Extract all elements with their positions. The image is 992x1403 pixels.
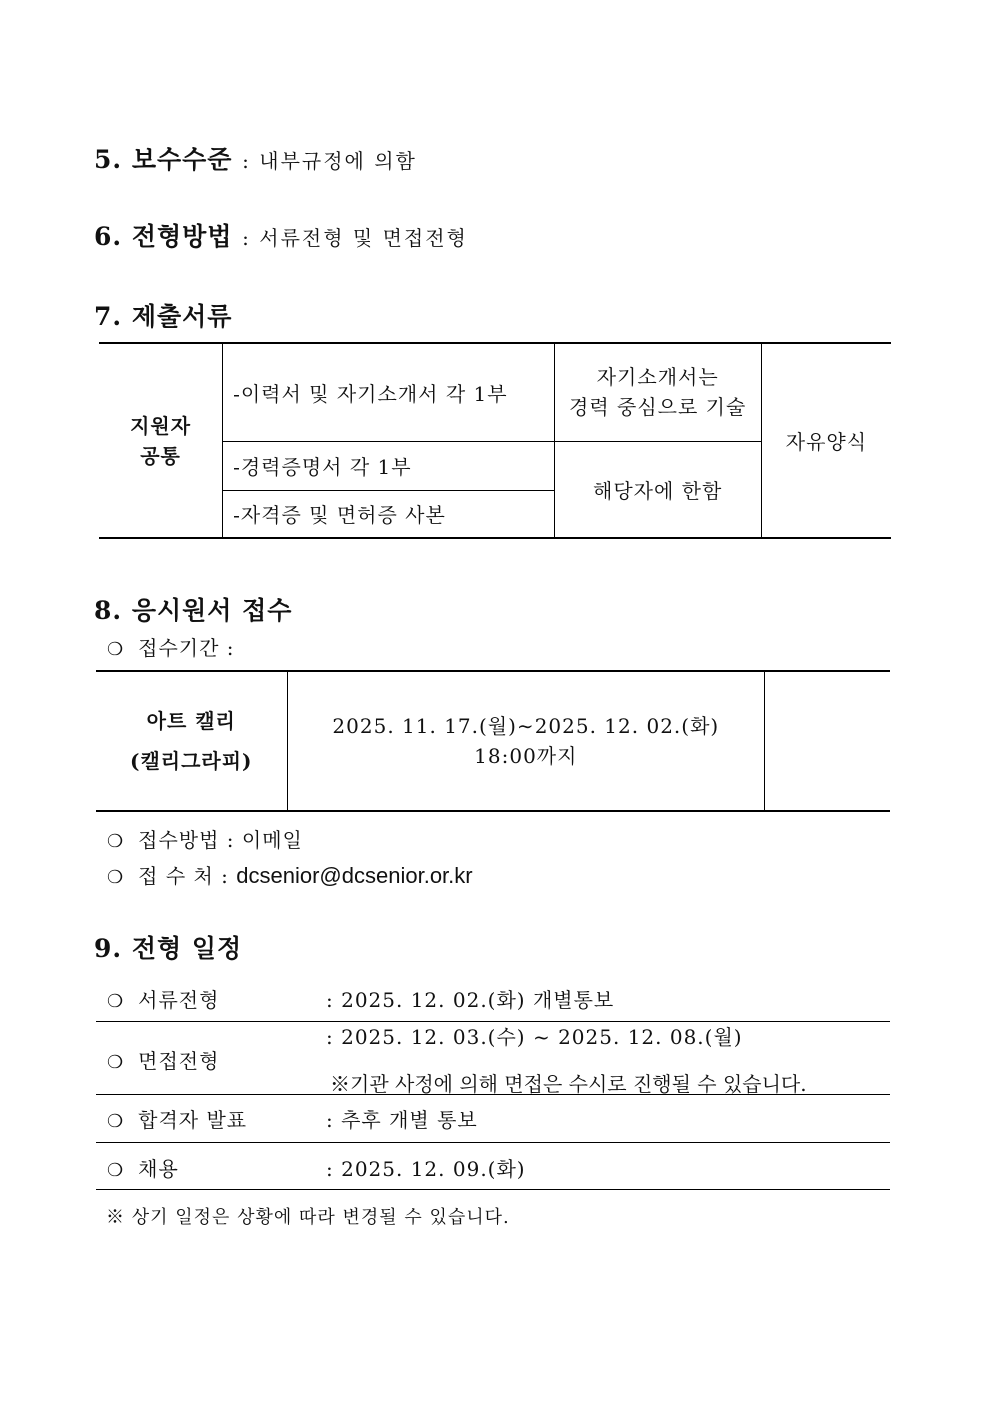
schedule-footnote: ※ 상기 일정은 상황에 따라 변경될 수 있습니다.	[106, 1207, 510, 1228]
schedule-row-announcement	[107, 1104, 247, 1133]
schedule-label: 면접전형	[138, 1049, 220, 1073]
bullet-circle-icon: ❍	[107, 639, 125, 660]
schedule-divider	[96, 1142, 890, 1143]
reception-email-link[interactable]: dcsenior@dcsenior.or.kr	[236, 863, 473, 888]
schedule-row-interview	[107, 1045, 219, 1074]
reception-method-line	[107, 824, 303, 853]
bullet-circle-icon: ❍	[107, 867, 125, 888]
section-6-heading	[94, 217, 468, 253]
section-5-number: 5.	[94, 145, 123, 174]
section-6-content: : 서류전형 및 면접전형	[242, 226, 468, 250]
section-9-heading	[94, 929, 242, 965]
reception-table	[96, 670, 890, 812]
doc-career-cert-cell: -경력증명서 각 1부	[223, 441, 554, 490]
section-8-heading	[94, 591, 292, 627]
reception-place-line	[107, 860, 473, 889]
section-5-title: 보수수준	[131, 145, 233, 174]
section-8-number: 8.	[94, 596, 123, 625]
schedule-divider	[96, 1189, 890, 1190]
section-5-content: : 내부규정에 의함	[242, 149, 417, 173]
applicant-common-cell: 지원자 공통	[99, 343, 223, 538]
reception-period-cell: 2025. 11. 17.(월)∼2025. 12. 02.(화) 18:00까지	[287, 671, 765, 811]
schedule-value: : 추후 개별 통보	[326, 1108, 478, 1132]
schedule-row-hiring	[107, 1153, 179, 1182]
format-cell: 자유양식	[761, 343, 891, 538]
bullet-circle-icon: ❍	[107, 1160, 125, 1181]
schedule-label: 서류전형	[138, 988, 220, 1012]
section-7-heading	[94, 297, 232, 333]
documents-table	[99, 342, 891, 539]
schedule-divider	[96, 1094, 890, 1095]
section-9-number: 9.	[94, 934, 123, 963]
bullet-circle-icon: ❍	[107, 1111, 125, 1132]
section-6-title: 전형방법	[131, 222, 233, 251]
bullet-circle-icon: ❍	[107, 991, 125, 1012]
doc-applicable-note-cell: 해당자에 한함	[554, 441, 761, 538]
bullet-circle-icon: ❍	[107, 831, 125, 852]
course-name-cell: 아트 캘리 (캘리그라피)	[96, 671, 287, 811]
schedule-note: ※기관 사정에 의해 면접은 수시로 진행될 수 있습니다.	[330, 1072, 807, 1096]
doc-resume-note-cell: 자기소개서는 경력 중심으로 기술	[554, 343, 761, 441]
doc-license-copy-cell: -자격증 및 면허증 사본	[223, 490, 554, 538]
section-6-number: 6.	[94, 222, 123, 251]
bullet-circle-icon: ❍	[107, 1052, 125, 1073]
schedule-value: : 2025. 12. 03.(수) ~ 2025. 12. 08.(월)	[326, 1025, 743, 1049]
section-9-title: 전형 일정	[131, 934, 243, 963]
doc-resume-cell: -이력서 및 자기소개서 각 1부	[223, 343, 554, 441]
schedule-value: : 2025. 12. 02.(화) 개별통보	[326, 988, 615, 1012]
reception-period-line	[107, 632, 235, 661]
schedule-label: 채용	[138, 1157, 179, 1181]
schedule-value: : 2025. 12. 09.(화)	[326, 1157, 526, 1181]
section-7-number: 7.	[94, 302, 123, 331]
section-5-heading	[94, 140, 417, 176]
reception-period-label: 접수기간 :	[138, 636, 235, 660]
section-8-title: 응시원서 접수	[131, 596, 293, 625]
reception-place-label: 접 수 처 :	[138, 864, 229, 888]
reception-method-text: 접수방법 : 이메일	[138, 828, 303, 852]
schedule-row-document	[107, 984, 219, 1013]
section-7-title: 제출서류	[131, 302, 233, 331]
schedule-label: 합격자 발표	[138, 1108, 248, 1132]
reception-empty-cell	[765, 671, 890, 811]
